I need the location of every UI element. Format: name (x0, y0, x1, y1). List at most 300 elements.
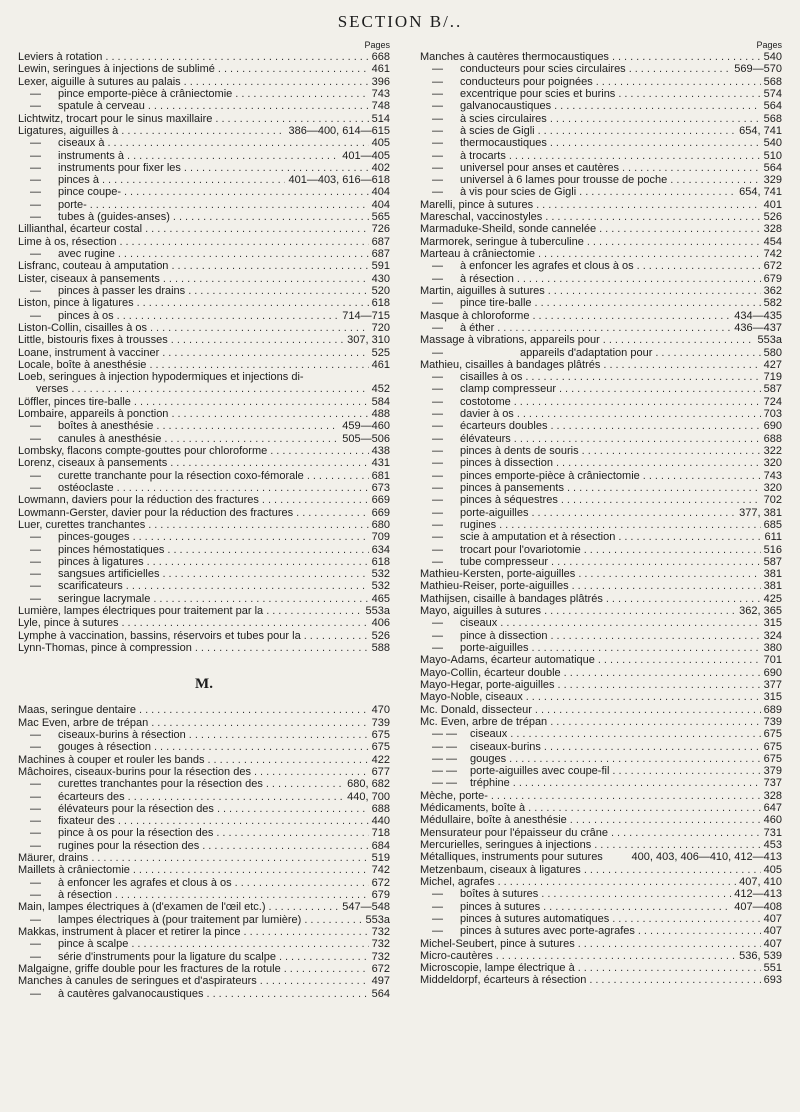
index-entry (18, 211, 390, 223)
entry-text: Marelli, pince à sutures (420, 198, 534, 211)
entry-text: boîtes à sutures (460, 888, 539, 901)
entry-ditto-dash: — — (432, 765, 458, 778)
entry-ditto-dash: — (30, 778, 41, 791)
entry-text: Marmaduke-Sheild, sonde cannelée (420, 223, 597, 236)
index-entry (18, 580, 390, 592)
dot-leader (531, 642, 760, 654)
page-number: 742 (763, 248, 782, 260)
dot-leader (218, 63, 369, 75)
index-entry (18, 741, 390, 753)
index-entry (18, 617, 390, 629)
index-entry (420, 913, 782, 925)
entry-ditto-dash: — (432, 420, 443, 433)
dot-leader (154, 741, 369, 753)
page-number: 688 (763, 432, 782, 445)
entry-text: Metzenbaum, ciseaux à ligatures (420, 863, 581, 876)
page-number: 315 (763, 691, 782, 704)
page-number: 407 (763, 925, 782, 938)
index-entry (18, 889, 390, 901)
dot-leader (148, 519, 368, 531)
dot-leader (599, 223, 761, 235)
index-entry (420, 667, 782, 679)
page-number: 470 (371, 704, 390, 717)
entry-text: pince à dissection (460, 629, 548, 642)
page-number: 669 (371, 506, 390, 519)
page-number: 675 (371, 741, 390, 754)
entry-text: à scies circulaires (460, 112, 547, 125)
index-entry (18, 482, 390, 494)
index-entry (420, 113, 782, 125)
index-entry (420, 273, 782, 285)
page-number: 461 (371, 358, 390, 371)
entry-text: pince à os pour la résection des (58, 827, 214, 840)
page-number: 405 (763, 863, 782, 876)
entry-ditto-dash: — (30, 481, 41, 494)
page-number: 743 (371, 87, 390, 100)
dot-leader (188, 285, 368, 297)
entry-text: Médicaments, boîte à (420, 802, 526, 815)
page-number: 407, 410 (739, 875, 782, 888)
index-entry (420, 950, 782, 962)
entry-text: à scies de Gigli (460, 124, 535, 137)
entry-ditto-dash: — (30, 309, 41, 322)
page-number: 307, 310 (347, 334, 390, 347)
entry-ditto-dash: — (432, 494, 443, 507)
entry-ditto-dash: — (432, 506, 443, 519)
index-entry (18, 642, 390, 654)
dot-leader (550, 420, 760, 432)
entry-text: Lymphe à vaccination, bassins, réservoirs et tubes pour la (18, 629, 301, 642)
page-number: 536, 539 (739, 949, 782, 962)
dot-leader (307, 470, 369, 482)
index-entry (18, 359, 390, 371)
page-number: 505—506 (342, 432, 390, 445)
entry-text: scie à amputation et à résection (460, 531, 616, 544)
page-number: 703 (763, 408, 782, 421)
entry-text: Main, lampes électriques à (d'examen de l'œil etc.) (18, 901, 266, 914)
entry-ditto-dash: — (432, 124, 443, 137)
index-column-left (18, 40, 390, 1000)
index-entry (18, 975, 390, 987)
page-number: 404 (371, 186, 390, 199)
page-number: 401—403, 616—618 (288, 174, 390, 187)
index-entry (420, 556, 782, 568)
entry-ditto-dash: — (432, 925, 443, 938)
entry-ditto-dash: — (30, 432, 41, 445)
index-entry (420, 88, 782, 100)
index-entry (420, 814, 782, 826)
entry-text: seringue lacrymale (58, 592, 151, 605)
index-entry (18, 605, 390, 617)
dot-leader (543, 901, 731, 913)
index-entry (420, 186, 782, 198)
index-entry (420, 605, 782, 617)
entry-ditto-dash: — (30, 889, 41, 901)
index-entry (420, 347, 782, 359)
entry-text: à enfoncer les agrafes et clous à os (58, 876, 232, 889)
entry-text: Mac Even, arbre de trépan (18, 716, 149, 729)
page-number: 748 (371, 100, 390, 113)
page-number: 412—413 (734, 888, 782, 901)
index-entry (18, 901, 390, 913)
page-number: 320 (763, 481, 782, 494)
dot-leader (513, 777, 761, 789)
entry-text: Manches à canules de seringues et d'aspirateurs (18, 975, 257, 988)
dot-leader (153, 593, 368, 605)
entry-ditto-dash: — (432, 100, 443, 113)
dot-leader (544, 741, 761, 753)
entry-text: Massage à vibrations, appareils pour (420, 334, 600, 347)
dot-leader (128, 791, 345, 803)
entry-text: pinces à pansements (460, 481, 564, 494)
page-number: 675 (371, 728, 390, 741)
index-entry (18, 556, 390, 568)
index-entry (420, 851, 782, 863)
page-number: 565 (371, 211, 390, 224)
index-entry (420, 691, 782, 703)
entry-text: à enfoncer les agrafes et clous à os (460, 260, 634, 273)
page-number: 732 (371, 950, 390, 963)
entry-ditto-dash: — (30, 149, 41, 162)
dot-leader (531, 507, 736, 519)
entry-text: Mathieu-Reiser, porte-aiguilles (420, 580, 569, 593)
page-number: 440, 700 (347, 790, 390, 803)
page-number: 702 (763, 494, 782, 507)
index-entry (420, 174, 782, 186)
entry-ditto-dash: — (30, 198, 41, 211)
entry-ditto-dash: — (432, 112, 443, 125)
entry-ditto-dash: — (432, 432, 443, 445)
page-number: 693 (763, 974, 782, 987)
dot-leader (509, 150, 761, 162)
index-entry (18, 88, 390, 100)
index-entry (420, 617, 782, 629)
entry-text: pinces à ligatures (58, 555, 144, 568)
index-entry (420, 420, 782, 432)
dot-leader (266, 778, 344, 790)
dot-leader (284, 963, 369, 975)
entry-ditto-dash: — (30, 469, 41, 482)
entry-ditto-dash: — (30, 543, 41, 556)
entry-text: costotome (460, 395, 511, 408)
index-entry (420, 199, 782, 211)
index-entry (420, 593, 782, 605)
page-number: 322 (763, 445, 782, 457)
dot-leader (244, 926, 369, 938)
entry-text: porte-aiguilles avec coupe-fil (470, 765, 610, 778)
index-entry (18, 470, 390, 482)
section-header: SECTION B/.. (337, 12, 463, 31)
index-entry (18, 457, 390, 469)
dot-leader (269, 901, 340, 913)
page-number: 724 (763, 395, 782, 408)
entry-ditto-dash: — (30, 568, 41, 581)
entry-text: Lumière, lampes électriques pour traitement par la (18, 605, 264, 618)
page-number: 675 (763, 752, 782, 765)
entry-text: Mayo-Hegar, porte-aiguilles (420, 678, 555, 691)
entry-ditto-dash: — (30, 802, 41, 815)
entry-text: rugines pour la résection des (58, 839, 200, 852)
entry-text: Mèche, porte- (420, 789, 488, 802)
entry-ditto-dash: — (30, 913, 41, 926)
dot-leader (235, 88, 368, 100)
dot-leader (603, 334, 755, 346)
entry-ditto-dash: — (432, 445, 443, 457)
dot-leader (145, 223, 369, 235)
index-entry (18, 420, 390, 432)
index-entry (420, 383, 782, 395)
entry-text: Micro-cautères (420, 949, 493, 962)
entry-ditto-dash: — (30, 790, 41, 803)
entry-text: spatule à cerveau (58, 100, 145, 113)
dot-leader (131, 938, 368, 950)
dot-leader (151, 717, 368, 729)
dot-leader (509, 753, 761, 765)
index-entry (420, 765, 782, 777)
entry-text: Marmorek, seringue à tuberculine (420, 235, 584, 248)
dot-leader (124, 186, 369, 198)
index-entry (18, 926, 390, 938)
index-entry (420, 827, 782, 839)
page-number: 672 (371, 962, 390, 975)
dot-leader (587, 236, 761, 248)
index-entry (420, 753, 782, 765)
entry-ditto-dash: — (30, 815, 41, 828)
dot-leader (589, 974, 760, 986)
entry-text: ciseaux (470, 728, 508, 741)
entry-ditto-dash: — (432, 174, 443, 187)
page-number: 690 (763, 666, 782, 679)
index-entry (420, 297, 782, 309)
entry-ditto-dash: — (30, 100, 41, 113)
dot-leader (217, 803, 369, 815)
index-entry (18, 371, 390, 396)
page-number: 396 (371, 75, 390, 88)
dot-leader (582, 445, 761, 457)
index-entry (420, 630, 782, 642)
page-number: 453 (763, 839, 782, 851)
dot-leader (579, 186, 736, 198)
entry-text: Mayo-Adams, écarteur automatique (420, 654, 595, 667)
entry-text: Mäurer, drains (18, 852, 89, 865)
entry-text: à éther (460, 321, 495, 334)
entry-text: scarificateurs (58, 580, 123, 593)
page-number: 329 (763, 174, 782, 187)
page-number: 525 (371, 346, 390, 359)
dot-leader (567, 482, 761, 494)
index-entry (18, 100, 390, 112)
index-entry (18, 938, 390, 950)
entry-ditto-dash: — (432, 346, 443, 359)
index-entry (420, 544, 782, 556)
entry-ditto-dash: — (30, 555, 41, 568)
page-number: 401 (763, 198, 782, 211)
index-entry (18, 273, 390, 285)
entry-ditto-dash: — (432, 87, 443, 100)
entry-text: écarteurs des (58, 790, 125, 803)
entry-ditto-dash: — (30, 950, 41, 963)
dot-leader (598, 654, 761, 666)
entry-text: davier à os (460, 408, 514, 421)
entry-text: à trocarts (460, 149, 506, 162)
page-number: 519 (371, 852, 390, 865)
entry-text: canules à anesthésie (58, 432, 162, 445)
entry-text: Lombaire, appareils à ponction (18, 408, 169, 421)
entry-text: Lynn-Thomas, pince à compression (18, 642, 192, 654)
entry-text: Luer, curettes tranchantes (18, 518, 146, 531)
page-number: 568 (763, 75, 782, 88)
dot-leader (510, 728, 760, 740)
page-number: 726 (371, 223, 390, 236)
dot-leader (156, 420, 339, 432)
entry-text: pinces à dissection (460, 457, 553, 470)
index-entry (420, 482, 782, 494)
entry-text: Makkas, instrument à placer et retirer la pince (18, 925, 241, 938)
dot-leader (594, 839, 760, 851)
entry-text: à vis pour scies de Gigli (460, 186, 577, 199)
page-number: 720 (371, 321, 390, 334)
dot-leader (118, 815, 369, 827)
entry-text: gouges (470, 752, 507, 765)
entry-ditto-dash: — (432, 481, 443, 494)
entry-text: pinces à (58, 174, 99, 187)
page-number: 675 (763, 728, 782, 741)
page-number: 688 (371, 802, 390, 815)
entry-text: rugines (460, 518, 497, 531)
page-number: 654, 741 (739, 124, 782, 137)
page-number: 680 (371, 518, 390, 531)
index-entry (420, 445, 782, 457)
entry-text: pince emporte-pièce à crâniectomie (58, 87, 233, 100)
page-number: 532 (371, 568, 390, 581)
entry-text: tube compresseur (460, 555, 549, 568)
page-number: 425 (763, 592, 782, 605)
dot-leader (189, 729, 369, 741)
entry-text: Métalliques, instruments pour sutures (420, 851, 603, 864)
entry-text: Lewin, seringues à injections de sublimé (18, 63, 215, 76)
entry-text: Mercurielles, seringues à injections (420, 839, 592, 851)
entry-ditto-dash: — — (432, 777, 458, 790)
entry-text: série d'instruments pour la ligature du scalpe (58, 950, 276, 963)
page-number: 328 (763, 223, 782, 236)
dot-leader (514, 396, 761, 408)
page-number: 362, 365 (739, 605, 782, 618)
page-number: 422 (371, 753, 390, 766)
dot-leader (498, 876, 737, 888)
entry-text: Locale, boîte à anesthésie (18, 358, 147, 371)
page-number: 587 (763, 383, 782, 396)
entry-text: porte-aiguilles (460, 506, 529, 519)
dot-leader (170, 457, 368, 469)
index-entry (18, 864, 390, 876)
entry-ditto-dash: — (30, 284, 41, 297)
entry-ditto-dash: — (30, 531, 41, 544)
index-entry (420, 925, 782, 937)
entry-ditto-dash: — (30, 876, 41, 889)
dot-leader (536, 199, 761, 211)
entry-text: ciseaux-burins à résection (58, 728, 186, 741)
pages-column-label: Pages (364, 40, 390, 50)
entry-text: Liston-Collin, cisailles à os (18, 321, 147, 334)
dot-leader (611, 827, 761, 839)
entry-ditto-dash: — (432, 888, 443, 901)
entry-text: cisailles à os (460, 371, 523, 384)
entry-ditto-dash: — (432, 260, 443, 273)
entry-text: écarteurs doubles (460, 420, 548, 433)
entry-ditto-dash: — (432, 186, 443, 199)
entry-text: excentrique pour scies et burins (460, 87, 616, 100)
dot-leader (126, 580, 369, 592)
dot-leader (195, 642, 369, 654)
index-entry (18, 174, 390, 186)
index-entry (420, 322, 782, 334)
page-number: 685 (763, 518, 782, 531)
entry-text: élévateurs (460, 432, 511, 445)
index-entry (420, 457, 782, 469)
dot-leader (147, 556, 369, 568)
page-number: 401—405 (342, 149, 390, 162)
entry-text: pince coupe- (58, 186, 121, 199)
dot-leader (548, 285, 761, 297)
index-entry (18, 914, 390, 926)
dot-leader (105, 51, 368, 63)
index-entry (420, 125, 782, 137)
dot-leader (115, 889, 369, 901)
dot-leader (121, 125, 285, 137)
entry-text: lampes électriques à (pour traitement par lumière) (58, 913, 302, 926)
entry-text: ostéoclaste (58, 481, 114, 494)
entry-text: Loeb, seringues à injection hypodermiques et injections di- (18, 371, 304, 384)
dot-leader (526, 691, 761, 703)
entry-text: Mc. Donald, dissecteur (420, 703, 532, 716)
entry-text: Maas, seringue dentaire (18, 704, 137, 717)
dot-leader (171, 334, 344, 346)
page-number: 407—408 (734, 900, 782, 913)
index-entry (420, 285, 782, 297)
entry-ditto-dash: — (30, 137, 41, 150)
dot-leader (208, 754, 369, 766)
page-number: 488 (371, 408, 390, 421)
dot-leader (184, 76, 369, 88)
dot-leader (119, 236, 368, 248)
dot-leader (517, 408, 761, 420)
page-number: 701 (763, 654, 782, 667)
entry-continuation: verses (36, 383, 69, 396)
page-number: 680, 682 (347, 778, 390, 791)
dot-leader (117, 310, 340, 322)
index-entry (420, 777, 782, 789)
page-number: 402 (371, 161, 390, 174)
dot-leader (603, 359, 760, 371)
entry-text: Mayo-Noble, ciseaux (420, 691, 523, 704)
entry-ditto-dash: — (432, 161, 443, 174)
index-entry (18, 568, 390, 580)
page-number: 454 (763, 235, 782, 248)
index-entry (18, 593, 390, 605)
page-number: 731 (763, 826, 782, 839)
index-entry (420, 100, 782, 112)
entry-text: curette tranchante pour la résection coxo-fémorale (58, 469, 304, 482)
index-entry (18, 285, 390, 297)
index-entry (420, 236, 782, 248)
dot-leader (207, 988, 369, 1000)
dot-leader (637, 260, 761, 272)
page-number: 689 (763, 703, 782, 716)
page-number: 460 (763, 814, 782, 827)
page-number: 675 (763, 740, 782, 753)
dot-leader (564, 667, 761, 679)
dot-leader (514, 433, 761, 445)
